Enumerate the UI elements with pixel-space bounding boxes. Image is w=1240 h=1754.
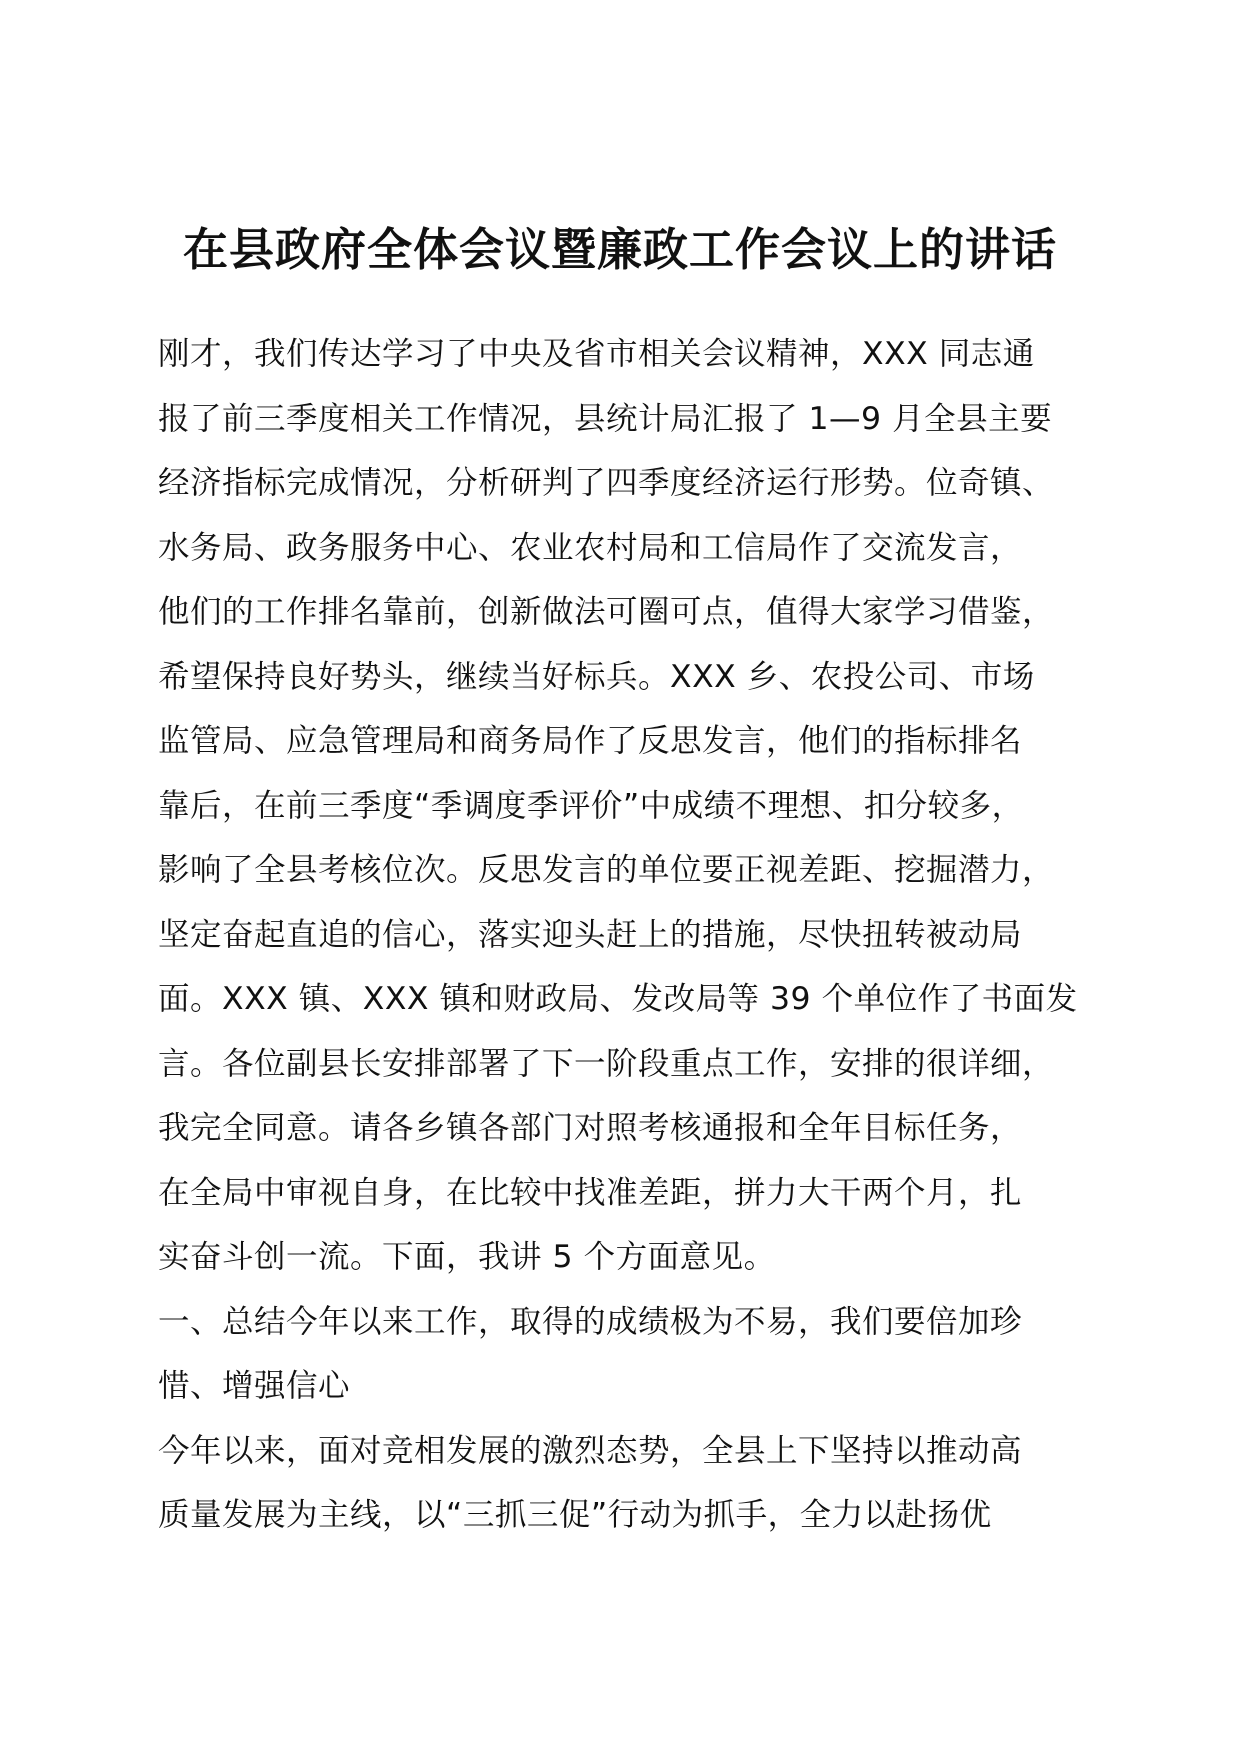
document-title: 在县政府全体会议暨廉政工作会议上的讲话 [182,223,1057,276]
text-line: 报了前三季度相关工作情况，县统计局汇报了 1—9 月全县主要 [158,400,1053,437]
text-line: 他们的工作排名靠前，创新做法可圈可点，值得大家学习借鉴， [158,594,1055,630]
text-line: 面。XXX 镇、XXX 镇和财政局、发改局等 39 个单位作了书面发 [158,981,1078,1017]
section-heading-line: 一、总结今年以来工作，取得的成绩极为不易，我们要倍加珍 [158,1303,1023,1340]
text-line: 刚才，我们传达学习了中央及省市相关会议精神，XXX 同志通 [158,336,1035,372]
text-line: 监管局、应急管理局和商务局作了反思发言，他们的指标排名 [158,723,1023,759]
text-line: 水务局、政务服务中心、农业农村局和工信局作了交流发言， [158,529,1023,566]
document-body [158,322,1088,1548]
text-line: 今年以来，面对竞相发展的激烈态势，全县上下坚持以推动高 [158,1432,1023,1469]
text-line: 质量发展为主线，以“三抓三促”行动为抓手，全力以赴扬优 [158,1497,992,1533]
text-line: 实奋斗创一流。下面，我讲 5 个方面意见。 [158,1239,776,1275]
text-line: 言。各位副县长安排部署了下一阶段重点工作，安排的很详细， [158,1045,1055,1082]
text-line: 经济指标完成情况，分析研判了四季度经济运行形势。位奇镇、 [158,465,1055,501]
section-heading-line: 惜、增强信心 [158,1368,351,1404]
text-line: 希望保持良好势头，继续当好标兵。XXX 乡、农投公司、市场 [158,658,1035,695]
text-line: 我完全同意。请各乡镇各部门对照考核通报和全年目标任务， [158,1110,1023,1146]
text-line: 坚定奋起直追的信心，落实迎头赶上的措施，尽快扭转被动局 [158,916,1023,953]
text-line: 影响了全县考核位次。反思发言的单位要正视差距、挖掘潜力， [158,852,1055,888]
text-line: 靠后，在前三季度“季调度季评价”中成绩不理想、扣分较多， [158,787,1024,824]
text-line: 在全局中审视自身，在比较中找准差距，拼力大干两个月，扎 [158,1174,1023,1211]
